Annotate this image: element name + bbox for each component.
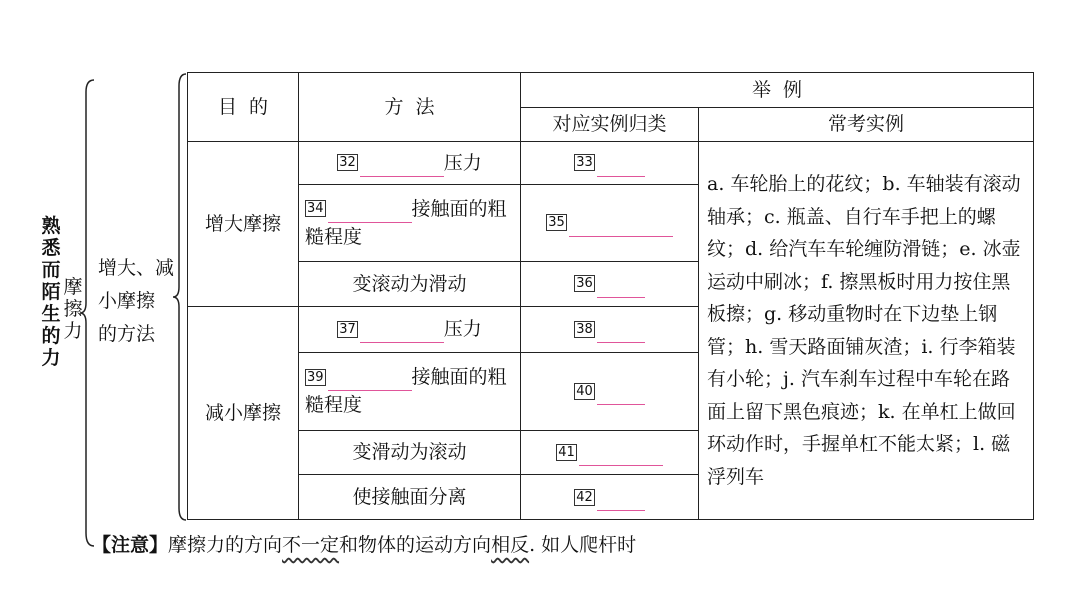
classify-row-36: 36 [521, 261, 699, 306]
answer-blank[interactable] [597, 490, 645, 511]
method-row-39: 39 接触面的粗糙程度 [299, 353, 521, 430]
answer-blank[interactable] [360, 322, 444, 343]
answer-blank[interactable] [579, 445, 663, 466]
classify-row-35: 35 [521, 184, 699, 261]
chapter-title: 熟 悉 而 陌 生 的 力 [41, 215, 61, 369]
classify-row-40: 40 [521, 353, 699, 430]
header-purpose: 目 的 [188, 73, 299, 142]
answer-blank[interactable] [328, 202, 412, 223]
method-row-separate: 使接触面分离 [299, 475, 521, 520]
answer-blank[interactable] [597, 277, 645, 298]
note: 【注意】摩擦力的方向不一定和物体的运动方向相反. 如人爬杆时 [92, 534, 637, 556]
answer-blank[interactable] [360, 156, 444, 177]
classify-row-42: 42 [521, 475, 699, 520]
method-row-roll: 变滑动为滚动 [299, 430, 521, 475]
header-examples: 举 例 [521, 73, 1034, 108]
method-row-37: 37 压力 [299, 306, 521, 353]
header-common: 常考实例 [699, 107, 1034, 142]
friction-table [187, 72, 1034, 520]
method-row-slide: 变滚动为滑动 [299, 261, 521, 306]
emphasis-opposite: 相反 [491, 534, 530, 556]
classify-row-41: 41 [521, 430, 699, 475]
emphasis-not-necessarily: 不一定 [282, 534, 340, 556]
answer-blank[interactable] [328, 370, 412, 391]
answer-blank[interactable] [597, 384, 645, 405]
method-row-34: 34 接触面的粗糙程度 [299, 184, 521, 261]
classify-row-38: 38 [521, 306, 699, 353]
increase-label: 增大摩擦 [188, 142, 299, 307]
examples-list: a. 车轮胎上的花纹；b. 车轴装有滚动轴承；c. 瓶盖、自行车手把上的螺纹；d. 给汽车车轮缠防滑链；e. 冰壶运动中刷冰；f. 擦黑板时用力按住黑板擦；g. 移动重物时在下边垫上钢管；h. 雪天路面铺灰渣；i. 行李箱装有小轮；j. 汽车刹车过程中车轮在路面上留下黑色痕迹；k. 在单杠上做回环动作时，手握单杠不能太紧；l. 磁浮列车 [699, 142, 1034, 520]
classify-row-33: 33 [521, 142, 699, 185]
answer-blank[interactable] [597, 322, 645, 343]
topic-brace [172, 72, 188, 522]
answer-blank[interactable] [597, 156, 645, 177]
question-number: 32 [339, 155, 356, 171]
header-method: 方 法 [299, 73, 521, 142]
section-title: 摩 擦 力 [63, 276, 83, 342]
header-classify: 对应实例归类 [521, 107, 699, 142]
decrease-label: 减小摩擦 [188, 306, 299, 519]
topic-label: 增大、减 小摩擦 的方法 [98, 257, 175, 345]
method-row-32: 32 压力 [299, 142, 521, 185]
answer-blank[interactable] [569, 216, 673, 237]
note-label: 【注意】 [92, 534, 169, 556]
